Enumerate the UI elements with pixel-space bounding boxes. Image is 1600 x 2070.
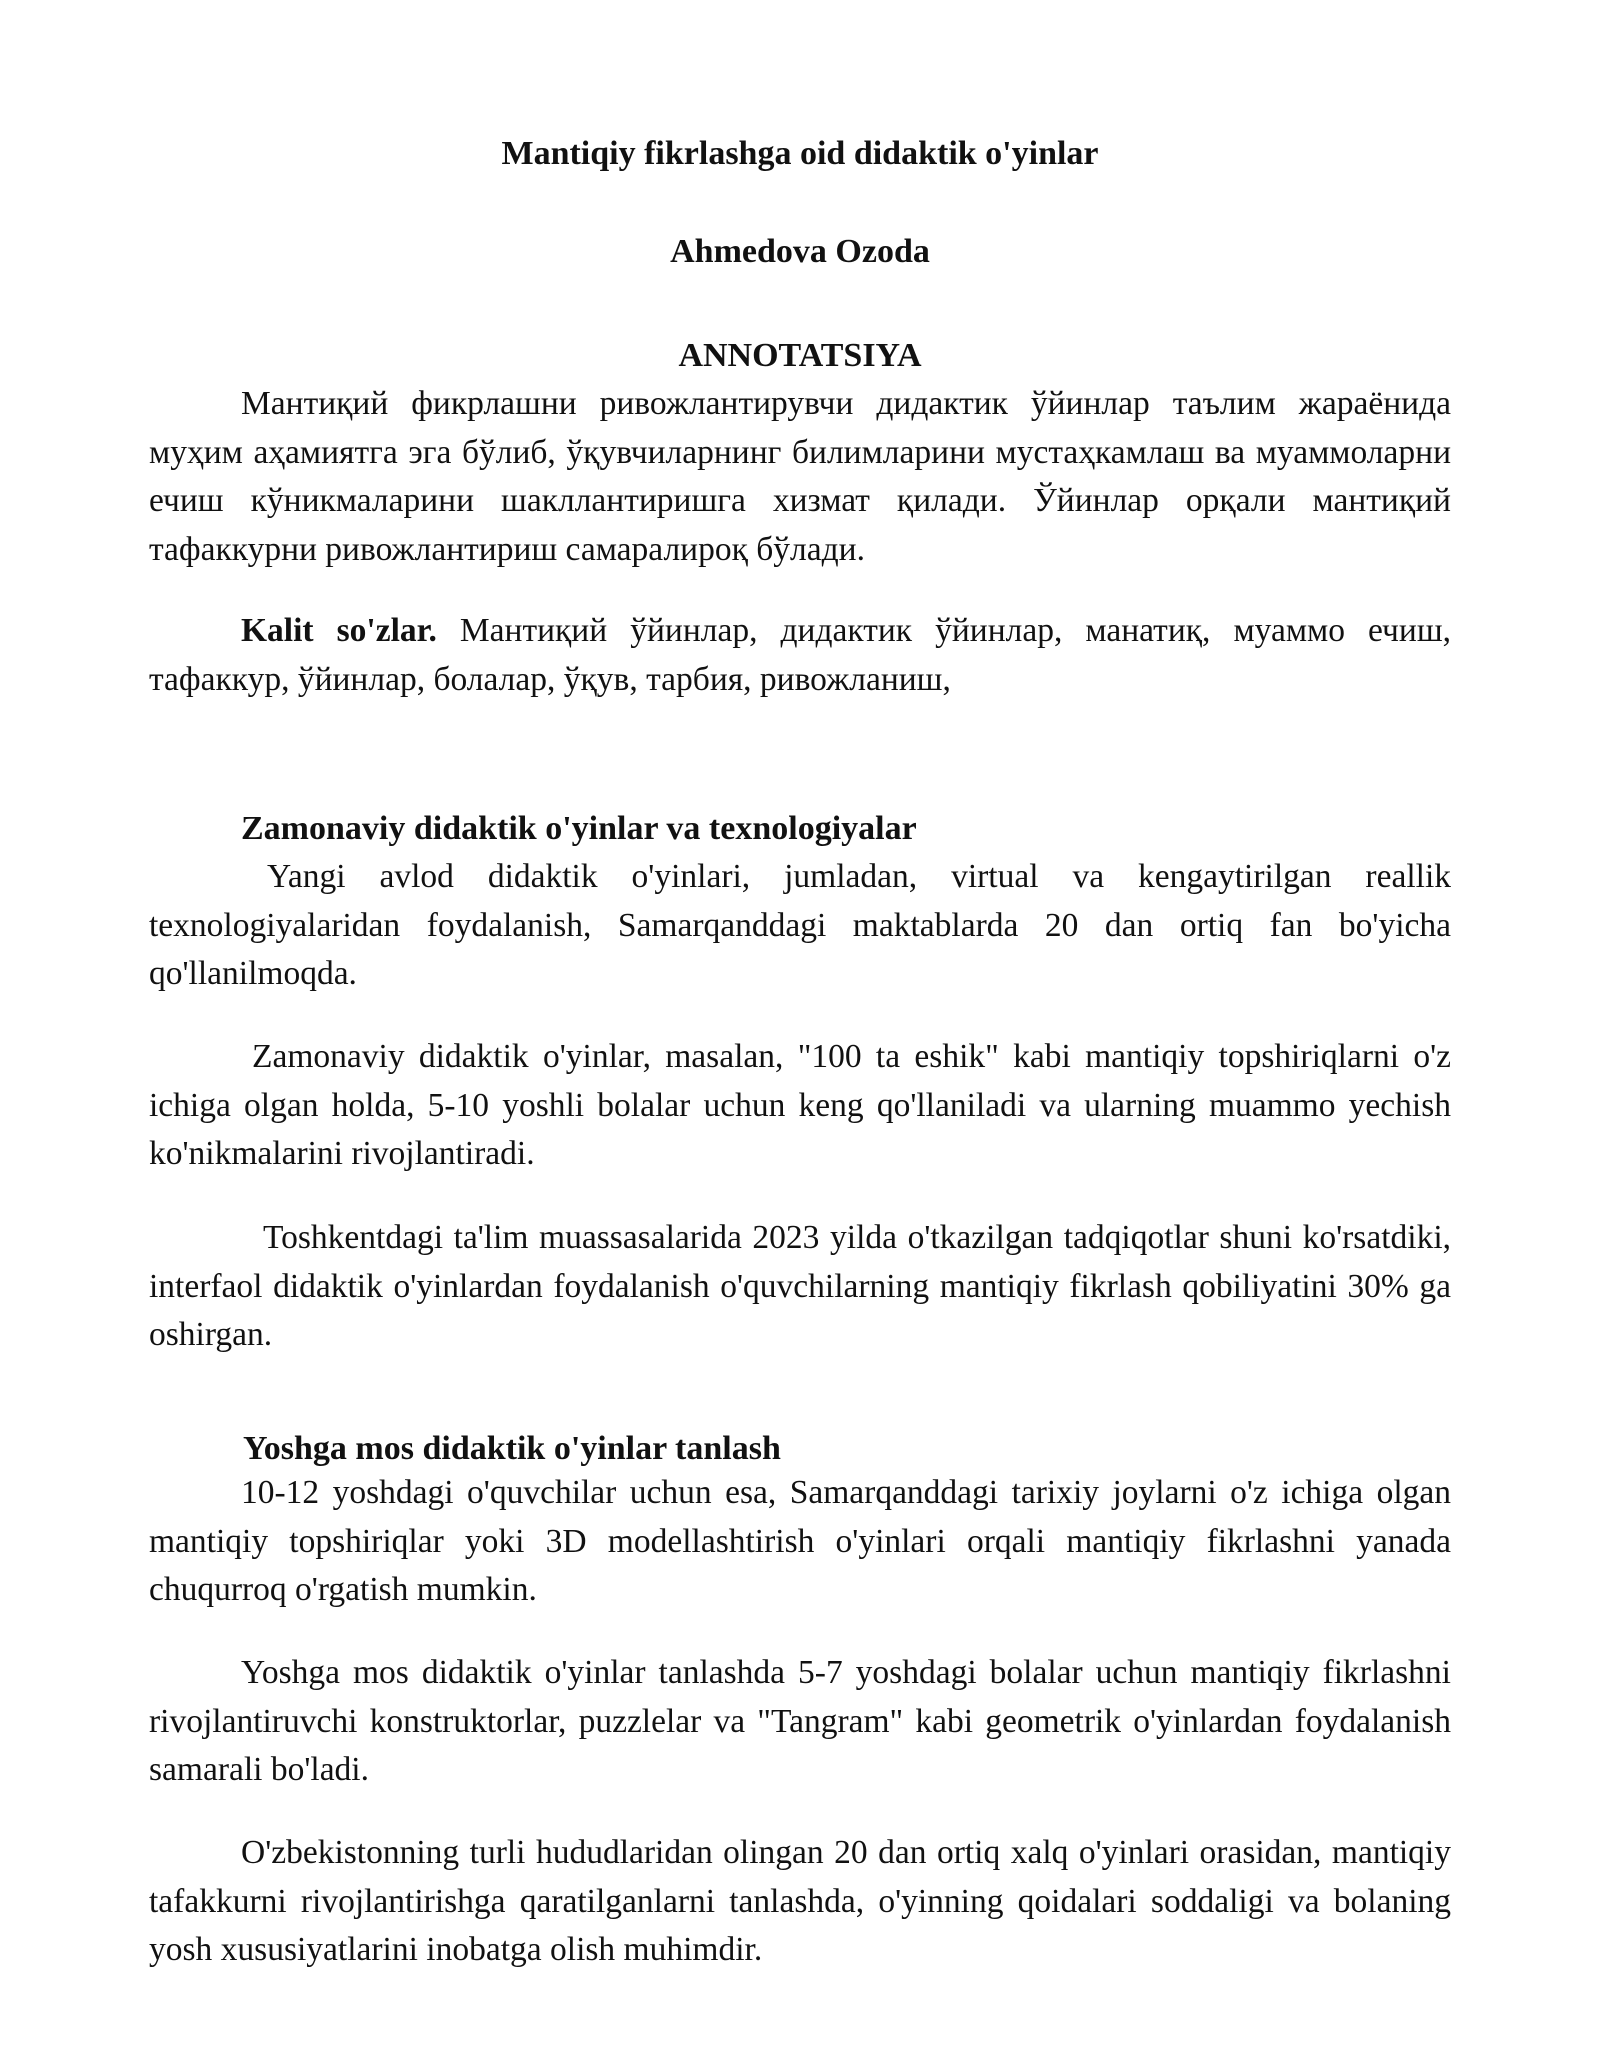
section1-paragraph-1: Yangi avlod didaktik o'yinlari, jumladan, virtual va kengaytirilgan reallik texnologiyalaridan foydalanish, Samarqanddagi maktablarda 20 dan ortiq fan bo'yicha qo'llanilmoqda.	[149, 858, 1451, 992]
annotation-heading: ANNOTATSIYA	[678, 337, 922, 374]
section2-paragraph-2: Yoshga mos didaktik o'yinlar tanlashda 5-7 yoshdagi bolalar uchun mantiqiy fikrlashni rivojlantiruvchi konstruktorlar, puzzlelar va "Tangram" kabi geometrik o'yinlardan foydalanish samarali bo'ladi.	[149, 1654, 1451, 1788]
keywords-paragraph	[149, 607, 1451, 704]
section-heading-modern-games: Zamonaviy didaktik o'yinlar va texnologiyalar	[241, 810, 917, 847]
section1-paragraph-2: Zamonaviy didaktik o'yinlar, masalan, "100 ta eshik" kabi mantiqiy topshiriqlarni o'z ichiga olgan holda, 5-10 yoshli bolalar uchun keng qo'llaniladi va ularning muammo yechish ko'nikmalarini rivojlantiradi.	[149, 1038, 1451, 1172]
annotation-paragraph: Мантиқий фикрлашни ривожлантирувчи дидактик ўйинлар таълим жараёнида муҳим аҳамиятга эга бўлиб, ўқувчиларнинг билимларини мустаҳкамлаш ва муаммоларни ечиш кўникмаларини шакллантиришга хизмат қилади. Ўйинлар орқали мантиқий тафаккурни ривожлантириш самаралироқ бўлади.	[149, 385, 1451, 568]
keywords-text: Мантиқий ўйинлар, дидактик ўйинлар, манатиқ, муаммо ечиш, тафаккур, ўйинлар, болалар, ўқув, тарбия, ривожланиш,	[149, 612, 1451, 698]
section-heading-age-appropriate: Yoshga mos didaktik o'yinlar tanlash	[243, 1430, 781, 1467]
section2-paragraph-3: O'zbekistonning turli hududlaridan olingan 20 dan ortiq xalq o'yinlari orasidan, mantiqiy tafakkurni rivojlantirishga qaratilganlarni tanlashda, o'yinning qoidalari soddaligi va bolaning yosh xususiyatlarini inobatga olish muhimdir.	[149, 1834, 1451, 1968]
author-name: Ahmedova Ozoda	[670, 233, 930, 270]
document-title: Mantiqiy fikrlashga oid didaktik o'yinlar	[501, 135, 1099, 172]
section2-paragraph-1: 10-12 yoshdagi o'quvchilar uchun esa, Samarqanddagi tarixiy joylarni o'z ichiga olgan mantiqiy topshiriqlar yoki 3D modellashtirish o'yinlari orqali mantiqiy fikrlashni yanada chuqurroq o'rgatish mumkin.	[149, 1474, 1451, 1608]
keywords-label: Kalit so'zlar.	[241, 612, 437, 649]
section1-paragraph-3: Toshkentdagi ta'lim muassasalarida 2023 yilda o'tkazilgan tadqiqotlar shuni ko'rsatdiki, interfaol didaktik o'yinlardan foydalanish o'quvchilarning mantiqiy fikrlash qobiliyatini 30% ga oshirgan.	[149, 1219, 1451, 1353]
